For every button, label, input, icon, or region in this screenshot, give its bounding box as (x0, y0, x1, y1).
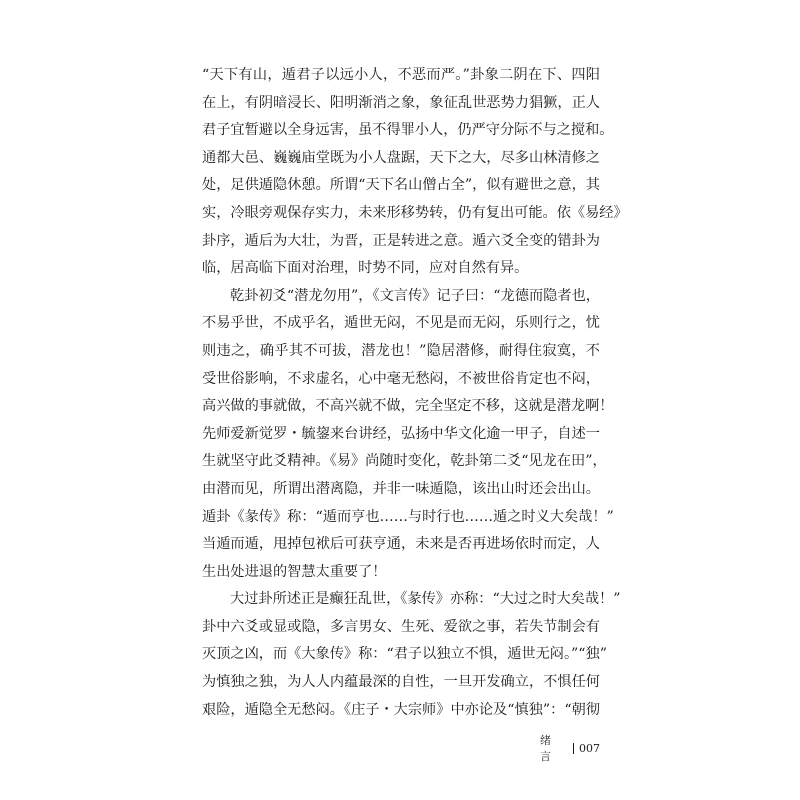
text-line: 卦序，遁后为大壮，为晋，正是转进之意。遁六爻全变的错卦为 (202, 232, 600, 249)
text-line: 生出处进退的智慧太重要了！ (202, 563, 387, 580)
body-text (202, 62, 628, 724)
text-line: 则违之，确乎其不可拔，潜龙也！”隐居潜修，耐得住寂寞，不 (202, 342, 600, 359)
text-line: 为慎独之独，为人人内蕴最深的自性，一旦开发确立，不惧任何 (202, 674, 600, 691)
text-line: 艰险，遁隐全无愁闷。《庄子・大宗师》中亦论及“慎独”：“朝彻 (202, 701, 600, 718)
text-line: 君子宜暂避以全身远害，虽不得罪小人，仍严守分际不与之搅和。 (202, 122, 614, 139)
text-line: 遁卦《彖传》称：“遁而亨也……与时行也……遁之时义大矣哉！” (202, 508, 614, 525)
running-section-title: 绪 言 (540, 734, 557, 763)
text-line: 生就坚守此爻精神。《易》尚随时变化，乾卦第二爻“见龙在田”， (202, 453, 607, 470)
text-line: 由潜而见，所谓出潜离隐，并非一味遁隐，该出山时还会出山。 (202, 480, 600, 497)
text-line: 处，足供遁隐休憩。所谓“天下名山僧占全”，似有避世之意，其 (202, 177, 600, 194)
text-line: 先师爱新觉罗・毓鋆来台讲经，弘扬中华文化逾一甲子，自述一 (202, 425, 600, 442)
text-line: 在上，有阴暗浸长、阳明渐消之象，象征乱世恶势力猖獗，正人 (202, 94, 600, 111)
text-line: 实，冷眼旁观保存实力，未来形移势转，仍有复出可能。依《易经》 (202, 204, 628, 221)
footer-divider (573, 743, 574, 754)
text-line: 卦中六爻或显或隐，多言男女、生死、爱欲之事，若失节制会有 (202, 618, 600, 635)
text-line: 灭顶之凶，而《大象传》称：“君子以独立不惧，遁世无闷。”“独” (202, 646, 607, 663)
text-line: 高兴做的事就做，不高兴就不做，完全坚定不移，这就是潜龙啊！ (202, 398, 614, 415)
page-number: 007 (579, 741, 600, 755)
text-line: 受世俗影响，不求虚名，心中毫无愁闷，不被世俗肯定也不闷， (202, 370, 600, 387)
text-line: 大过卦所述正是癫狂乱世，《彖传》亦称：“大过之时大矣哉！” (230, 591, 621, 608)
text-line: 临，居高临下面对治理，时势不同，应对自然有异。 (202, 260, 529, 277)
text-line: 通都大邑、巍巍庙堂既为小人盘踞，天下之大，尽多山林清修之 (202, 149, 600, 166)
text-line: 当遁而遁，甩掉包袱后可获亨通，未来是否再进场依时而定，人 (202, 536, 600, 553)
page-footer (540, 734, 600, 763)
text-line: 乾卦初爻“潜龙勿用”，《文言传》记子曰：“龙德而隐者也， (230, 287, 600, 304)
text-line: “天下有山，遁君子以远小人，不恶而严。”卦象二阴在下、四阳 (202, 67, 600, 83)
text-line: 不易乎世，不成乎名，遁世无闷，不见是而无闷，乐则行之，忧 (202, 315, 600, 332)
